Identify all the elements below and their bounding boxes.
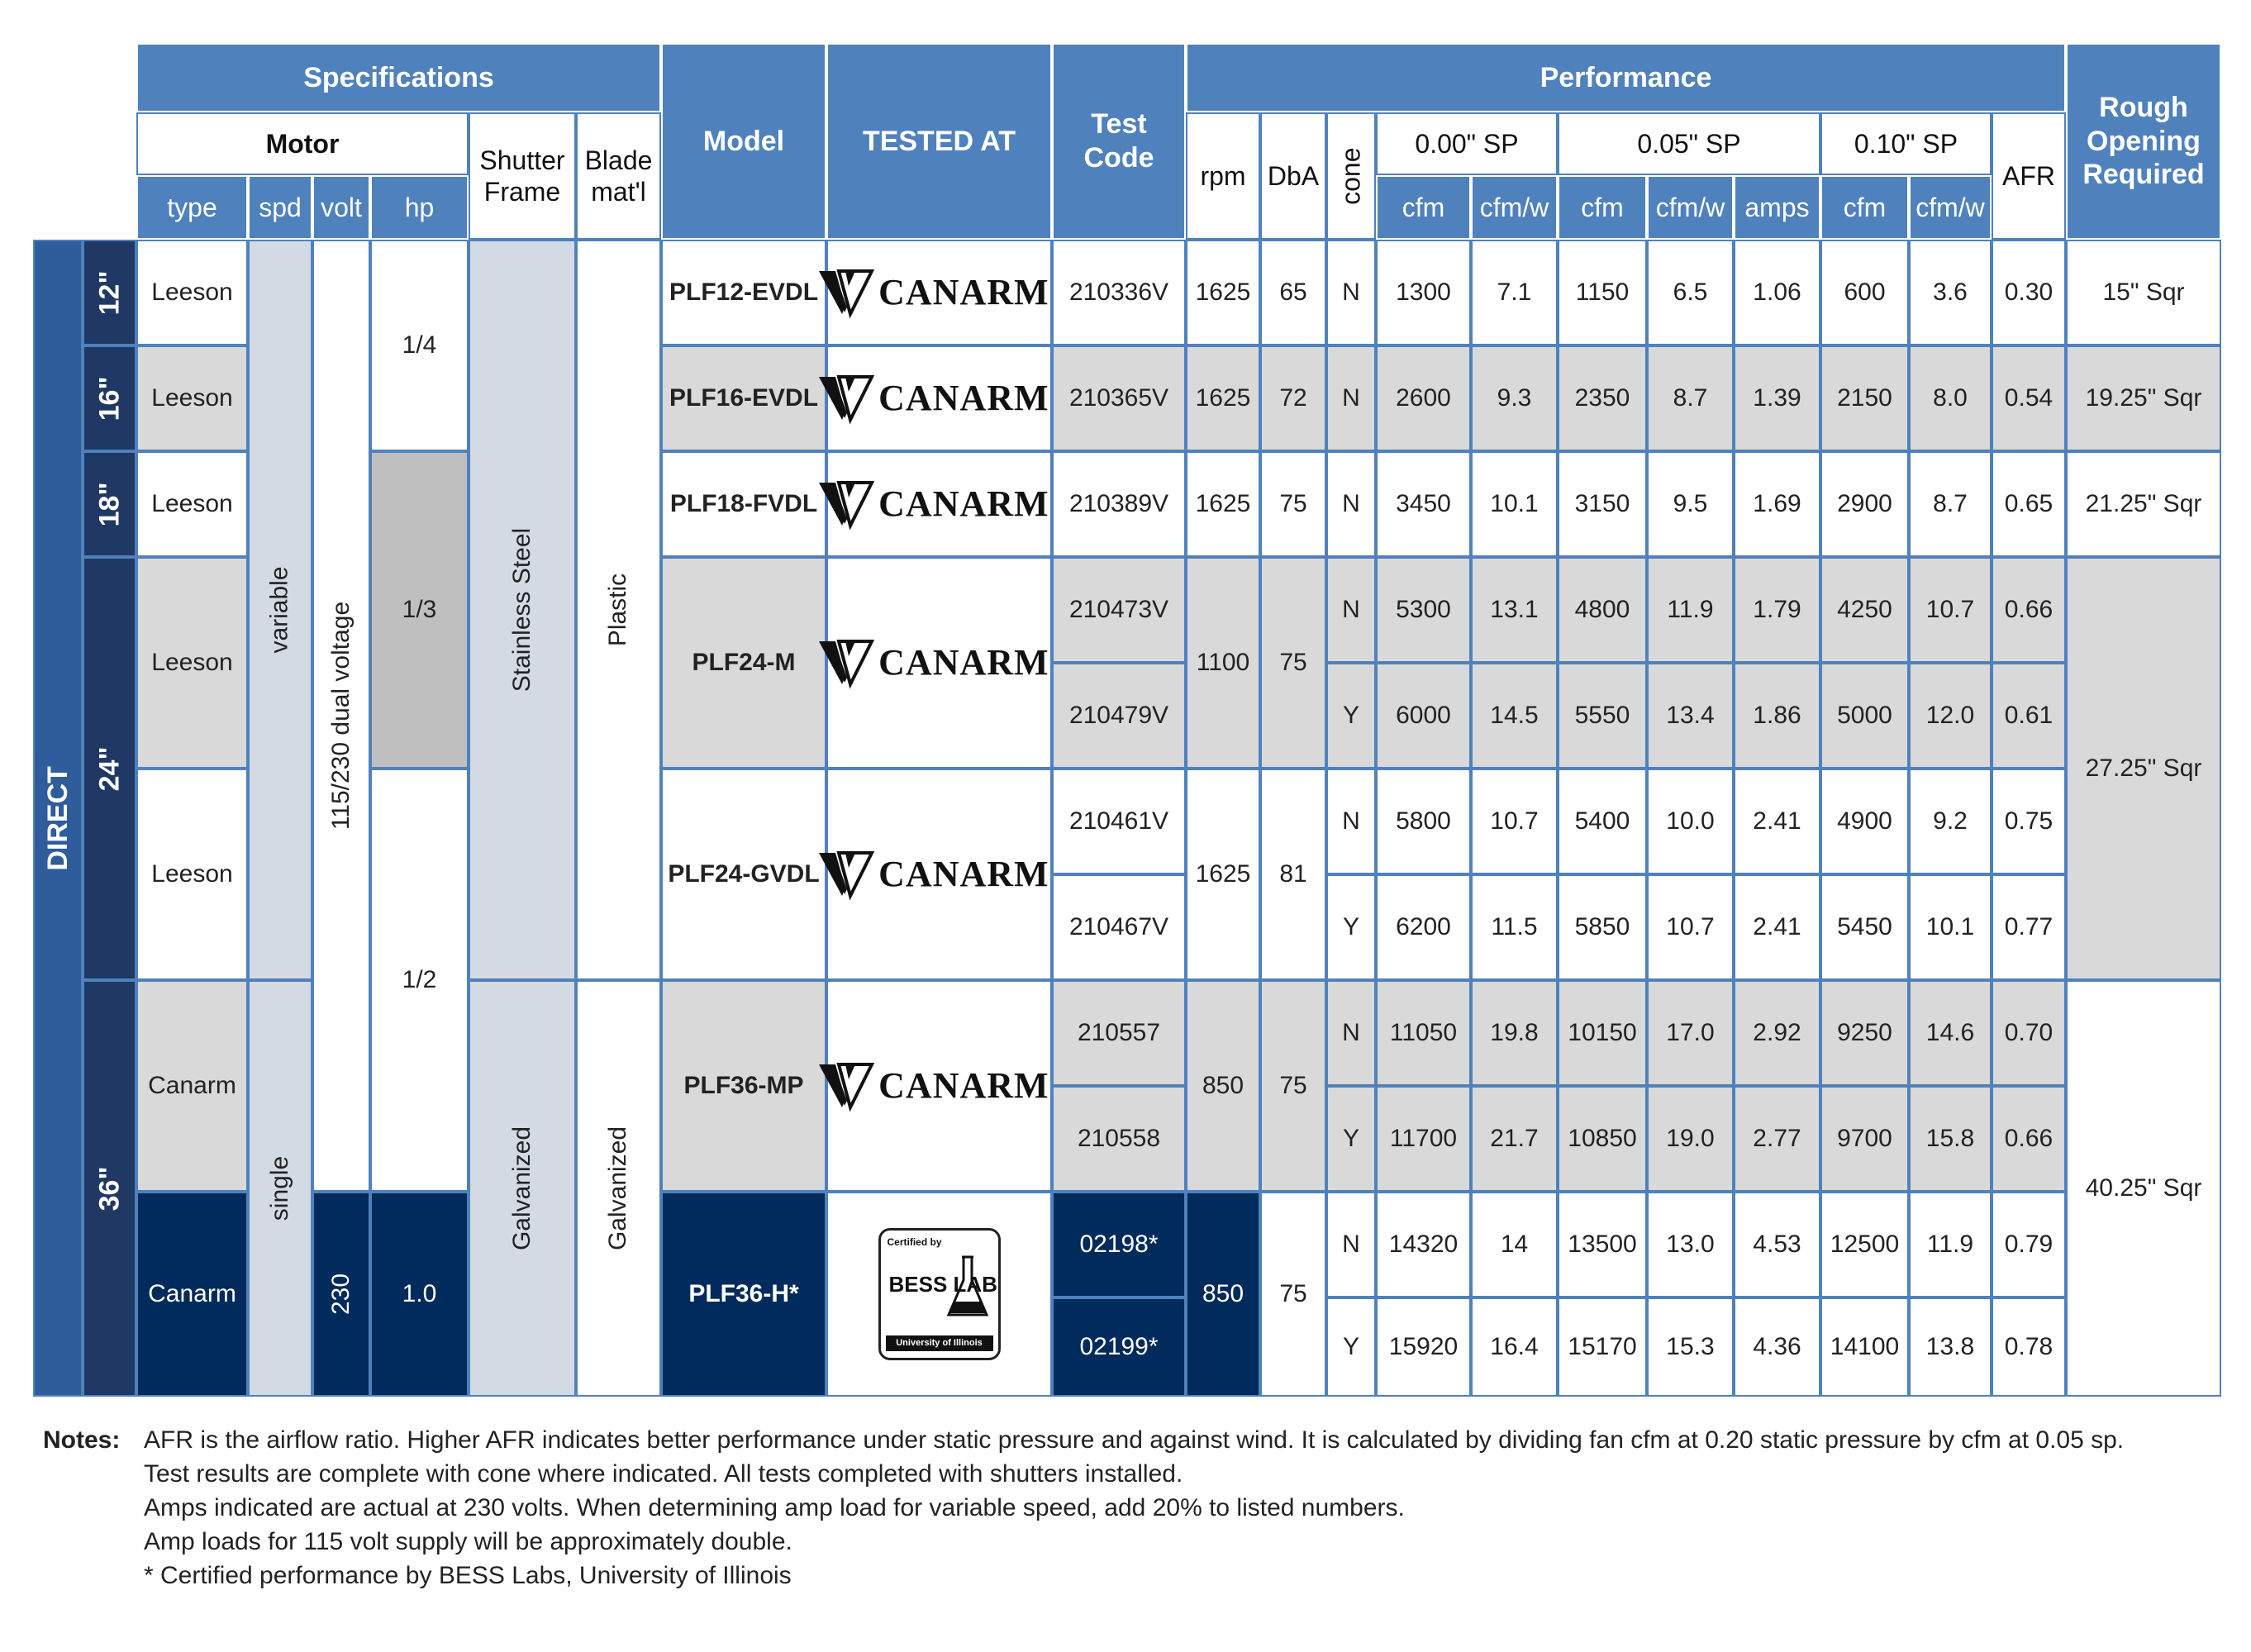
- dba-cell: 75: [1260, 980, 1326, 1192]
- cone-cell: Y: [1326, 663, 1376, 769]
- cfm05-cell: 10850: [1558, 1086, 1647, 1192]
- cfm10-cell: 12500: [1820, 1192, 1909, 1297]
- afr-cell: 0.75: [1992, 769, 2066, 874]
- cfmw05-cell: 13.0: [1647, 1192, 1734, 1297]
- test-code-header: Test Code: [1052, 43, 1186, 240]
- cfm0-cell: 1300: [1376, 240, 1471, 345]
- dba-cell: 75: [1260, 557, 1326, 769]
- canarm-logo: [817, 850, 1061, 899]
- cone-cell: N: [1326, 345, 1376, 451]
- cone-header: [1326, 112, 1376, 240]
- cfm0-cell: 6200: [1376, 874, 1471, 980]
- cfm05-cell: 5400: [1558, 769, 1647, 874]
- canarm-wordmark: CANARM: [878, 377, 1049, 418]
- rpm-cell: 1625: [1186, 240, 1260, 345]
- cfmw10-cell: 10.7: [1909, 557, 1992, 663]
- cfm0-cell: 11050: [1376, 980, 1471, 1086]
- cfmw05-cell: 8.7: [1647, 345, 1734, 451]
- volt-header: volt: [312, 175, 370, 240]
- spd-cell: [248, 980, 312, 1397]
- hp-cell: 1/4: [370, 240, 469, 451]
- canarm-wordmark: CANARM: [878, 483, 1049, 524]
- cfmw10-cell: 13.8: [1909, 1297, 1992, 1397]
- cfmw10-cell: 15.8: [1909, 1086, 1992, 1192]
- code-cell: 210557: [1052, 980, 1186, 1086]
- specifications-header: Specifications: [136, 43, 661, 112]
- afr-cell: 0.30: [1992, 240, 2066, 345]
- sp-005-header: 0.05" SP: [1558, 112, 1820, 175]
- volt-cell: [312, 240, 370, 1192]
- cfmw0-cell: 13.1: [1471, 557, 1558, 663]
- code-cell: 210558: [1052, 1086, 1186, 1192]
- note-line: Amp loads for 115 volt supply will be approximately double.: [144, 1528, 792, 1555]
- cfmw0-cell: 21.7: [1471, 1086, 1558, 1192]
- cfm10-cell: 9250: [1820, 980, 1909, 1086]
- code-cell: 210389V: [1052, 451, 1186, 557]
- dba-cell: 81: [1260, 769, 1326, 980]
- dba-cell: 75: [1260, 1192, 1326, 1397]
- model-header: Model: [661, 43, 826, 240]
- afr-cell: 0.61: [1992, 663, 2066, 769]
- size-label-text: 24": [93, 746, 126, 791]
- rough-opening-cell: 27.25" Sqr: [2066, 557, 2221, 980]
- size-label: [83, 345, 136, 451]
- frame-cell-text: Galvanized: [508, 1126, 535, 1251]
- amps-cell: 2.41: [1734, 769, 1820, 874]
- cone-cell: N: [1326, 240, 1376, 345]
- cfm-header: cfm: [1558, 175, 1647, 240]
- canarm-mark-icon: [817, 374, 875, 423]
- size-label: [83, 451, 136, 557]
- tested-at-cell: [826, 557, 1052, 769]
- cfm05-cell: 3150: [1558, 451, 1647, 557]
- cfmw05-cell: 10.7: [1647, 874, 1734, 980]
- rpm-cell: 1625: [1186, 769, 1260, 980]
- cone-cell: N: [1326, 980, 1376, 1086]
- cfmw05-cell: 11.9: [1647, 557, 1734, 663]
- performance-header: Performance: [1186, 43, 2066, 112]
- cfm0-cell: 15920: [1376, 1297, 1471, 1397]
- cfm10-cell: 5000: [1820, 663, 1909, 769]
- amps-cell: 2.41: [1734, 874, 1820, 980]
- amps-cell: 1.69: [1734, 451, 1820, 557]
- bess-name-text: BESS LAB: [888, 1272, 997, 1297]
- cfmw10-cell: 3.6: [1909, 240, 1992, 345]
- amps-cell: 2.77: [1734, 1086, 1820, 1192]
- cone-cell: Y: [1326, 1086, 1376, 1192]
- cone-cell: N: [1326, 557, 1376, 663]
- dba-cell: 72: [1260, 345, 1326, 451]
- type-header: type: [136, 175, 248, 240]
- afr-cell: 0.66: [1992, 557, 2066, 663]
- cfm05-cell: 15170: [1558, 1297, 1647, 1397]
- dba-header: DbA: [1260, 112, 1326, 240]
- cfmw05-cell: 10.0: [1647, 769, 1734, 874]
- spd-cell-text: single: [266, 1155, 294, 1221]
- rough-opening-header: Rough Opening Required: [2066, 43, 2221, 240]
- sp-000-header: 0.00" SP: [1376, 112, 1558, 175]
- shutter-frame-header: Shutter Frame: [469, 112, 576, 240]
- rpm-cell: 1625: [1186, 451, 1260, 557]
- rpm-cell: 850: [1186, 1192, 1260, 1397]
- canarm-mark-icon: [817, 1061, 875, 1111]
- cfm10-cell: 5450: [1820, 874, 1909, 980]
- tested-at-cell: [826, 980, 1052, 1192]
- canarm-mark-icon: [817, 850, 875, 899]
- cfmw05-cell: 9.5: [1647, 451, 1734, 557]
- canarm-mark-icon: [817, 268, 875, 317]
- bess-certified-text: Certified by: [887, 1236, 942, 1248]
- blade-cell-text: Plastic: [604, 573, 632, 647]
- canarm-mark-icon: [817, 479, 875, 529]
- model-cell: PLF12-EVDL: [661, 240, 826, 345]
- volt-cell-text: 230: [327, 1273, 355, 1316]
- spd-header: spd: [248, 175, 312, 240]
- flask-icon: [945, 1255, 990, 1321]
- canarm-logo: [817, 1061, 1061, 1111]
- cfm-header: cfm: [1820, 175, 1909, 240]
- cone-cell: N: [1326, 1192, 1376, 1297]
- model-cell: PLF16-EVDL: [661, 345, 826, 451]
- amps-cell: 1.86: [1734, 663, 1820, 769]
- notes-body: [144, 1423, 2210, 1592]
- rpm-header: rpm: [1186, 112, 1260, 240]
- motor-header: Motor: [136, 112, 469, 175]
- cone-cell: N: [1326, 451, 1376, 557]
- cfm05-cell: 5850: [1558, 874, 1647, 980]
- cfm10-cell: 2150: [1820, 345, 1909, 451]
- drive-label-text: DIRECT: [41, 765, 74, 871]
- cone-cell: Y: [1326, 1297, 1376, 1397]
- canarm-wordmark: CANARM: [878, 1064, 1049, 1106]
- code-cell: 210467V: [1052, 874, 1186, 980]
- cone-cell: N: [1326, 769, 1376, 874]
- tested-at-cell: [826, 769, 1052, 980]
- frame-cell: [469, 980, 576, 1397]
- sp-010-header: 0.10" SP: [1820, 112, 1992, 175]
- cfmw05-cell: 13.4: [1647, 663, 1734, 769]
- drive-label: [33, 240, 83, 1397]
- cfmw0-cell: 9.3: [1471, 345, 1558, 451]
- canarm-logo: [817, 268, 1061, 317]
- amps-cell: 1.06: [1734, 240, 1820, 345]
- canarm-logo: [817, 638, 1061, 688]
- cfm-w-header: cfm/w: [1909, 175, 1992, 240]
- code-cell: 210461V: [1052, 769, 1186, 874]
- afr-cell: 0.66: [1992, 1086, 2066, 1192]
- spd-cell: [248, 240, 312, 980]
- cfm0-cell: 2600: [1376, 345, 1471, 451]
- rpm-cell: 1100: [1186, 557, 1260, 769]
- cfm0-cell: 14320: [1376, 1192, 1471, 1297]
- tested-at-cell: [826, 345, 1052, 451]
- size-label-text: 16": [93, 376, 126, 421]
- bess-university-text: University of Illinois: [886, 1335, 993, 1351]
- cone-header-text: cone: [1335, 147, 1366, 205]
- blade-cell-text: Galvanized: [604, 1126, 632, 1251]
- model-cell: PLF24-M: [661, 557, 826, 769]
- cfmw0-cell: 11.5: [1471, 874, 1558, 980]
- type-cell: Leeson: [136, 451, 248, 557]
- blade-cell: [576, 240, 661, 980]
- hp-header: hp: [370, 175, 469, 240]
- cfm0-cell: 5800: [1376, 769, 1471, 874]
- model-cell: PLF18-FVDL: [661, 451, 826, 557]
- code-cell: 02199*: [1052, 1297, 1186, 1397]
- note-line: AFR is the airflow ratio. Higher AFR indicates better performance under static pressure and against wind. It is calculated by dividing fan cfm at 0.20 static pressure by cfm at 0.05 sp.: [144, 1426, 2125, 1454]
- volt-cell-text: 115/230 dual voltage: [327, 601, 355, 831]
- tested-at-cell: [826, 451, 1052, 557]
- type-cell: Leeson: [136, 345, 248, 451]
- frame-cell-text: Stainless Steel: [508, 527, 536, 693]
- cfmw05-cell: 6.5: [1647, 240, 1734, 345]
- rpm-cell: 1625: [1186, 345, 1260, 451]
- notes-label: Notes:: [43, 1426, 121, 1454]
- cfm10-cell: 2900: [1820, 451, 1909, 557]
- size-label-text: 36": [93, 1166, 126, 1211]
- size-label: [83, 240, 136, 345]
- code-cell: 02198*: [1052, 1192, 1186, 1297]
- cfm0-cell: 3450: [1376, 451, 1471, 557]
- code-cell: 210336V: [1052, 240, 1186, 345]
- spd-cell-text: variable: [266, 566, 293, 654]
- afr-cell: 0.79: [1992, 1192, 2066, 1297]
- tested-at-cell: [826, 240, 1052, 345]
- model-cell: PLF36-H*: [661, 1192, 826, 1397]
- canarm-logo: [817, 374, 1061, 423]
- cfm10-cell: 4900: [1820, 769, 1909, 874]
- size-label-text: 12": [93, 270, 126, 315]
- type-cell: Leeson: [136, 557, 248, 769]
- cfmw10-cell: 10.1: [1909, 874, 1992, 980]
- cfm05-cell: 5550: [1558, 663, 1647, 769]
- cfmw10-cell: 11.9: [1909, 1192, 1992, 1297]
- cfm05-cell: 2350: [1558, 345, 1647, 451]
- afr-cell: 0.54: [1992, 345, 2066, 451]
- canarm-mark-icon: [817, 638, 875, 688]
- amps-cell: 4.53: [1734, 1192, 1820, 1297]
- afr-cell: 0.77: [1992, 874, 2066, 980]
- afr-header: AFR: [1992, 112, 2066, 240]
- cfmw10-cell: 8.7: [1909, 451, 1992, 557]
- canarm-wordmark: CANARM: [878, 641, 1049, 683]
- amps-cell: 1.39: [1734, 345, 1820, 451]
- cfmw05-cell: 17.0: [1647, 980, 1734, 1086]
- cfmw10-cell: 9.2: [1909, 769, 1992, 874]
- canarm-wordmark: CANARM: [878, 271, 1049, 312]
- afr-cell: 0.70: [1992, 980, 2066, 1086]
- cfmw0-cell: 14.5: [1471, 663, 1558, 769]
- cfmw0-cell: 10.1: [1471, 451, 1558, 557]
- cfmw0-cell: 19.8: [1471, 980, 1558, 1086]
- blade-material-header: Blade mat'l: [576, 112, 661, 240]
- cfm05-cell: 1150: [1558, 240, 1647, 345]
- cfmw0-cell: 7.1: [1471, 240, 1558, 345]
- type-cell: Canarm: [136, 980, 248, 1192]
- cfmw0-cell: 14: [1471, 1192, 1558, 1297]
- tested-at-header: TESTED AT: [826, 43, 1052, 240]
- cfm10-cell: 4250: [1820, 557, 1909, 663]
- cfm05-cell: 13500: [1558, 1192, 1647, 1297]
- rough-opening-cell: 21.25" Sqr: [2066, 451, 2221, 557]
- type-cell: Canarm: [136, 1192, 248, 1397]
- cfm10-cell: 14100: [1820, 1297, 1909, 1397]
- cfm-header: cfm: [1376, 175, 1471, 240]
- cfm0-cell: 5300: [1376, 557, 1471, 663]
- code-cell: 210473V: [1052, 557, 1186, 663]
- cfm-w-header: cfm/w: [1647, 175, 1734, 240]
- note-line: * Certified performance by BESS Labs, University of Illinois: [144, 1562, 792, 1589]
- cfmw05-cell: 19.0: [1647, 1086, 1734, 1192]
- bess-lab-logo: [878, 1228, 1001, 1360]
- cfm0-cell: 6000: [1376, 663, 1471, 769]
- hp-cell: 1/2: [370, 769, 469, 1192]
- canarm-logo: [817, 479, 1061, 529]
- cfm-w-header: cfm/w: [1471, 175, 1558, 240]
- code-cell: 210365V: [1052, 345, 1186, 451]
- cfm10-cell: 9700: [1820, 1086, 1909, 1192]
- volt-cell: [312, 1192, 370, 1397]
- cfmw0-cell: 10.7: [1471, 769, 1558, 874]
- hp-cell: 1.0: [370, 1192, 469, 1397]
- rpm-cell: 850: [1186, 980, 1260, 1192]
- frame-cell: [469, 240, 576, 980]
- hp-cell: 1/3: [370, 451, 469, 769]
- type-cell: Leeson: [136, 769, 248, 980]
- cfmw10-cell: 12.0: [1909, 663, 1992, 769]
- amps-header: amps: [1734, 175, 1820, 240]
- rough-opening-cell: 15" Sqr: [2066, 240, 2221, 345]
- canarm-wordmark: CANARM: [878, 853, 1049, 894]
- tested-at-cell: [826, 1192, 1052, 1397]
- cfm0-cell: 11700: [1376, 1086, 1471, 1192]
- model-cell: PLF24-GVDL: [661, 769, 826, 980]
- note-line: Test results are complete with cone where indicated. All tests completed with shutters installed.: [144, 1460, 1183, 1488]
- dba-cell: 75: [1260, 451, 1326, 557]
- type-cell: Leeson: [136, 240, 248, 345]
- code-cell: 210479V: [1052, 663, 1186, 769]
- rough-opening-cell: 40.25" Sqr: [2066, 980, 2221, 1397]
- afr-cell: 0.65: [1992, 451, 2066, 557]
- amps-cell: 4.36: [1734, 1297, 1820, 1397]
- cfm10-cell: 600: [1820, 240, 1909, 345]
- note-line: Amps indicated are actual at 230 volts. When determining amp load for variable speed, add 20% to listed numbers.: [144, 1494, 1405, 1521]
- size-label-text: 18": [93, 482, 126, 526]
- rough-opening-cell: 19.25" Sqr: [2066, 345, 2221, 451]
- blade-cell: [576, 980, 661, 1397]
- cfmw0-cell: 16.4: [1471, 1297, 1558, 1397]
- cone-cell: Y: [1326, 874, 1376, 980]
- cfmw10-cell: 14.6: [1909, 980, 1992, 1086]
- dba-cell: 65: [1260, 240, 1326, 345]
- amps-cell: 1.79: [1734, 557, 1820, 663]
- size-label: [83, 980, 136, 1397]
- cfm05-cell: 10150: [1558, 980, 1647, 1086]
- model-cell: PLF36-MP: [661, 980, 826, 1192]
- cfm05-cell: 4800: [1558, 557, 1647, 663]
- afr-cell: 0.78: [1992, 1297, 2066, 1397]
- size-label: [83, 557, 136, 980]
- amps-cell: 2.92: [1734, 980, 1820, 1086]
- cfmw05-cell: 15.3: [1647, 1297, 1734, 1397]
- cfmw10-cell: 8.0: [1909, 345, 1992, 451]
